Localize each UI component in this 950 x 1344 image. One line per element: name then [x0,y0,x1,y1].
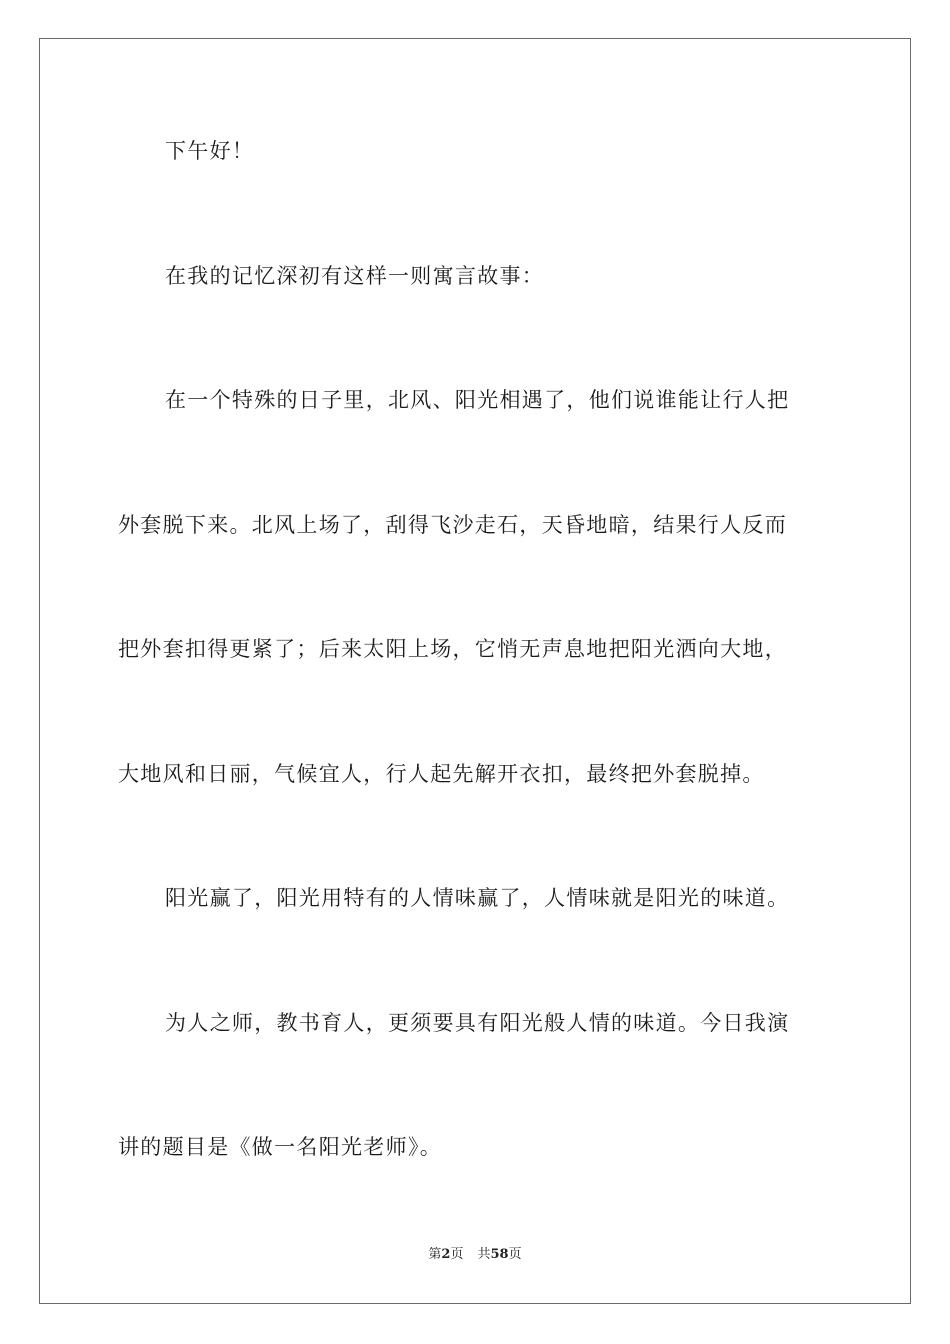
paragraph-line: 在我的记忆深初有这样一则寓言故事： [165,264,545,288]
total-suffix: 页 [508,1247,522,1262]
paragraph-line: 在一个特殊的日子里，北风、阳光相遇了，他们说谁能让行人把 [165,388,790,412]
greeting-line: 下午好！ [165,139,255,163]
page-prefix: 第 [428,1247,442,1262]
page-footer [0,1246,950,1264]
total-pages: 58 [490,1247,509,1262]
total-prefix: 共 [477,1247,491,1262]
page-number: 2 [441,1247,451,1262]
paragraph-line: 外套脱下来。北风上场了，刮得飞沙走石，天昏地暗，结果行人反而 [118,513,787,537]
paragraph-line: 把外套扣得更紧了；后来太阳上场，它悄无声息地把阳光洒向大地， [118,637,787,661]
paragraph-line: 讲的题目是《做一名阳光老师》。 [118,1135,442,1159]
page-border [39,38,911,1304]
page-suffix: 页 [450,1247,464,1262]
paragraph-line: 大地风和日丽，气候宜人，行人起先解开衣扣，最终把外套脱掉。 [118,762,765,786]
paragraph-line: 为人之师，教书育人，更须要具有阳光般人情的味道。今日我演 [165,1011,790,1035]
paragraph-line: 阳光赢了，阳光用特有的人情味赢了，人情味就是阳光的味道。 [165,886,790,910]
